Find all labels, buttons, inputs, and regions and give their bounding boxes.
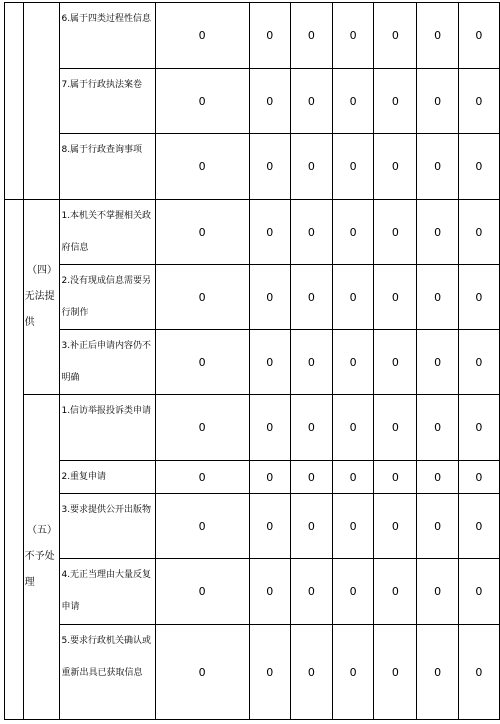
value-cell: 0 — [458, 3, 499, 69]
value-cell: 0 — [374, 200, 417, 265]
value-cell: 0 — [374, 3, 417, 69]
value-cell: 0 — [458, 69, 499, 134]
value-cell: 0 — [458, 494, 499, 559]
value-cell: 0 — [417, 395, 458, 461]
value-cell: 0 — [458, 461, 499, 494]
table-row — [5, 395, 500, 461]
value-cell: 0 — [374, 330, 417, 395]
value-cell: 0 — [249, 200, 290, 265]
table-row — [5, 559, 500, 625]
value-cell: 0 — [290, 69, 332, 134]
value-cell: 0 — [155, 461, 249, 494]
value-cell: 0 — [290, 200, 332, 265]
value-cell: 0 — [374, 625, 417, 720]
category-cell-four — [23, 200, 60, 395]
value-cell: 0 — [374, 134, 417, 200]
value-cell: 0 — [155, 494, 249, 559]
category-head: （五） — [27, 525, 58, 536]
value-cell: 0 — [249, 625, 290, 720]
value-cell: 0 — [155, 3, 249, 69]
value-cell: 0 — [290, 461, 332, 494]
item-label: 4.无正当理由大量反复申请 — [60, 559, 155, 625]
category-body: 不予处理 — [24, 551, 55, 588]
value-cell: 0 — [417, 461, 458, 494]
value-cell: 0 — [333, 395, 374, 461]
value-cell: 0 — [374, 265, 417, 330]
value-cell: 0 — [290, 265, 332, 330]
value-cell: 0 — [249, 265, 290, 330]
value-cell: 0 — [290, 625, 332, 720]
value-cell: 0 — [374, 494, 417, 559]
value-cell: 0 — [249, 69, 290, 134]
value-cell: 0 — [374, 461, 417, 494]
value-cell: 0 — [458, 134, 499, 200]
item-label: 2.重复申请 — [60, 461, 155, 494]
category-blank-cell — [23, 3, 60, 200]
value-cell: 0 — [417, 134, 458, 200]
item-label: 6.属于四类过程性信息 — [60, 3, 155, 69]
table-row — [5, 3, 500, 69]
table-row — [5, 330, 500, 395]
value-cell: 0 — [458, 330, 499, 395]
value-cell: 0 — [417, 3, 458, 69]
value-cell: 0 — [249, 461, 290, 494]
item-label: 3.补正后申请内容仍不明确 — [60, 330, 155, 395]
value-cell: 0 — [333, 265, 374, 330]
value-cell: 0 — [333, 3, 374, 69]
item-label: 2.没有现成信息需要另行制作 — [60, 265, 155, 330]
outer-blank-cell — [5, 3, 24, 200]
value-cell: 0 — [333, 330, 374, 395]
item-label: 7.属于行政执法案卷 — [60, 69, 155, 134]
item-label: 1.本机关不掌握相关政府信息 — [60, 200, 155, 265]
value-cell: 0 — [155, 559, 249, 625]
value-cell: 0 — [458, 625, 499, 720]
table-row — [5, 494, 500, 559]
value-cell: 0 — [417, 330, 458, 395]
value-cell: 0 — [458, 200, 499, 265]
value-cell: 0 — [290, 559, 332, 625]
item-label: 8.属于行政查询事项 — [60, 134, 155, 200]
value-cell: 0 — [458, 395, 499, 461]
outer-blank-cell — [5, 200, 24, 720]
value-cell: 0 — [290, 395, 332, 461]
table-body — [5, 3, 500, 720]
value-cell: 0 — [155, 69, 249, 134]
category-head: （四） — [27, 265, 58, 276]
value-cell: 0 — [155, 265, 249, 330]
value-cell: 0 — [333, 69, 374, 134]
value-cell: 0 — [333, 494, 374, 559]
value-cell: 0 — [290, 3, 332, 69]
value-cell: 0 — [290, 330, 332, 395]
value-cell: 0 — [249, 330, 290, 395]
value-cell: 0 — [155, 625, 249, 720]
category-body: 无法提供 — [24, 291, 55, 328]
category-cell-five — [23, 395, 60, 720]
table-row — [5, 134, 500, 200]
value-cell: 0 — [249, 3, 290, 69]
table-row — [5, 69, 500, 134]
value-cell: 0 — [374, 559, 417, 625]
value-cell: 0 — [417, 559, 458, 625]
value-cell: 0 — [290, 134, 332, 200]
table-row — [5, 625, 500, 720]
value-cell: 0 — [417, 625, 458, 720]
value-cell: 0 — [417, 200, 458, 265]
value-cell: 0 — [249, 395, 290, 461]
value-cell: 0 — [333, 461, 374, 494]
value-cell: 0 — [249, 559, 290, 625]
table-row — [5, 265, 500, 330]
value-cell: 0 — [333, 625, 374, 720]
value-cell: 0 — [155, 200, 249, 265]
value-cell: 0 — [374, 395, 417, 461]
value-cell: 0 — [374, 69, 417, 134]
table-row — [5, 200, 500, 265]
item-label: 3.要求提供公开出版物 — [60, 494, 155, 559]
value-cell: 0 — [249, 494, 290, 559]
value-cell: 0 — [458, 265, 499, 330]
item-label: 1.信访举报投诉类申请 — [60, 395, 155, 461]
value-cell: 0 — [333, 200, 374, 265]
value-cell: 0 — [417, 69, 458, 134]
value-cell: 0 — [290, 494, 332, 559]
value-cell: 0 — [417, 265, 458, 330]
value-cell: 0 — [333, 134, 374, 200]
value-cell: 0 — [155, 134, 249, 200]
value-cell: 0 — [155, 395, 249, 461]
value-cell: 0 — [333, 559, 374, 625]
value-cell: 0 — [155, 330, 249, 395]
table-row — [5, 461, 500, 494]
value-cell: 0 — [458, 559, 499, 625]
value-cell: 0 — [249, 134, 290, 200]
disclosure-table — [4, 2, 500, 720]
item-label: 5.要求行政机关确认或重新出具已获取信息 — [60, 625, 155, 720]
value-cell: 0 — [417, 494, 458, 559]
